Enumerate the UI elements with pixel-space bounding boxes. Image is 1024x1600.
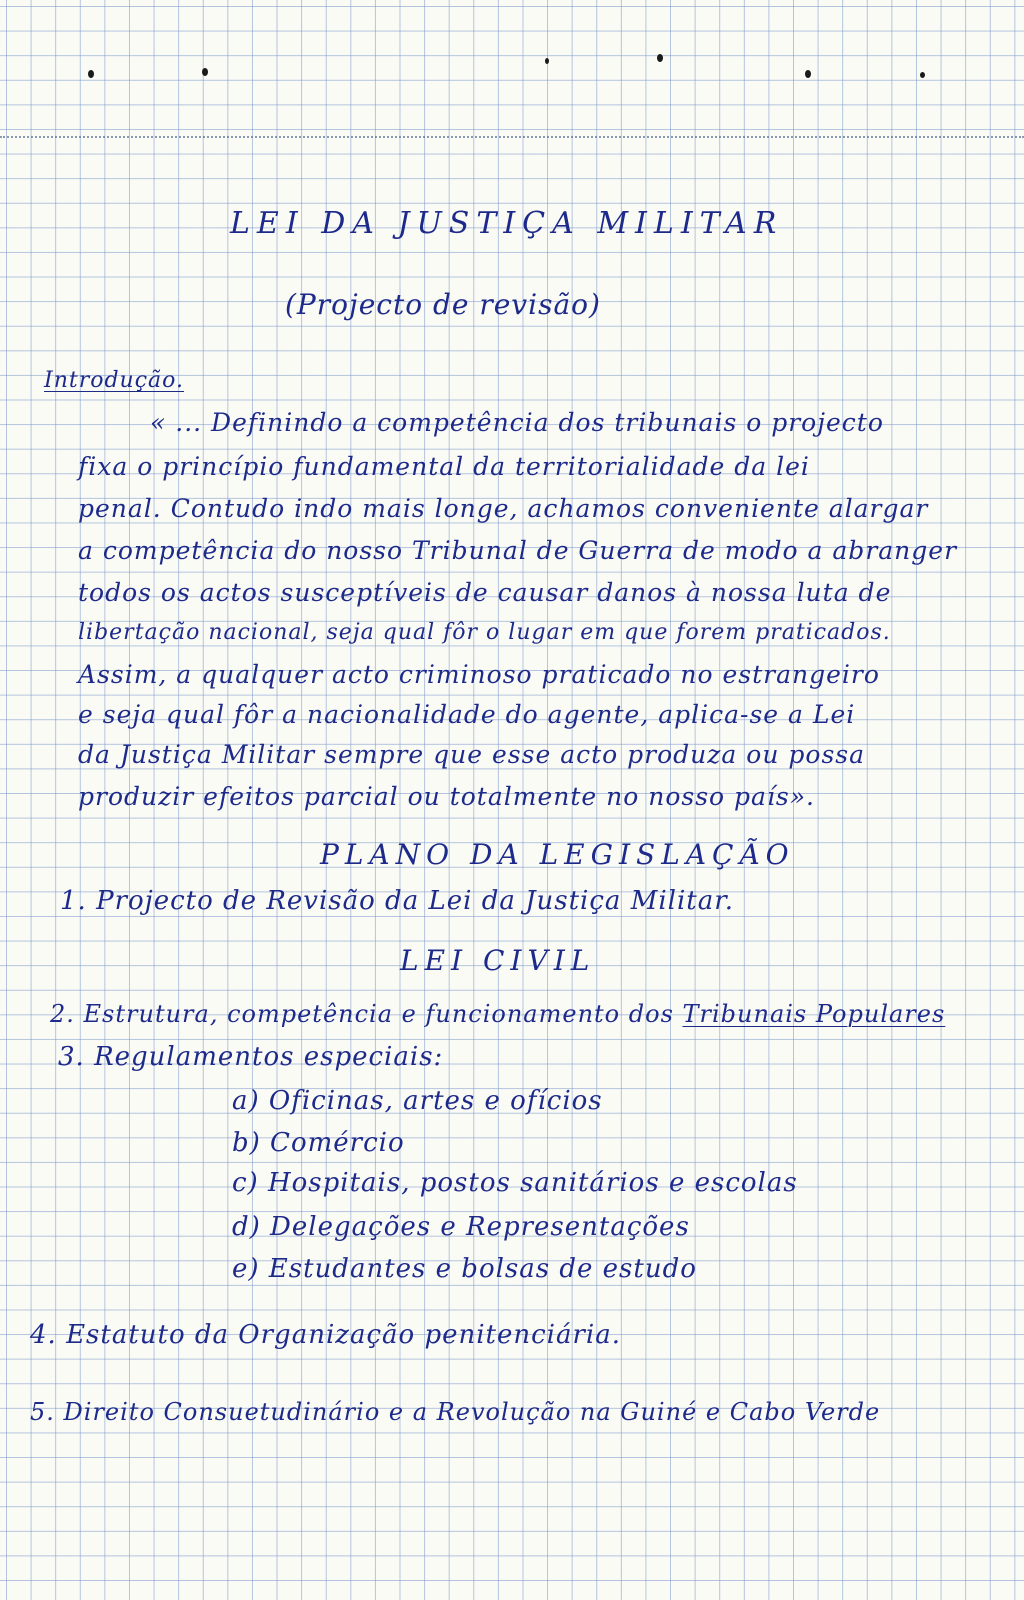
perforation-line [0, 136, 1024, 138]
plan-title: PLANO DA LEGISLAÇÃO [320, 838, 795, 871]
plan-subitem-b: b) Comércio [232, 1128, 405, 1158]
quote-line: Assim, a qualquer acto criminoso praticado no estrangeiro [78, 660, 880, 689]
plan-subitem-c: c) Hospitais, postos sanitários e escolas [232, 1168, 798, 1198]
plan-item-4: 4. Estatuto da Organização penitenciária. [30, 1320, 621, 1350]
quote-line: a competência do nosso Tribunal de Guerra de modo a abranger [78, 536, 958, 565]
plan-item-3: 3. Regulamentos especiais: [58, 1042, 444, 1072]
quote-line: libertação nacional, seja qual fôr o lugar em que forem praticados. [78, 620, 891, 645]
quote-line: « ... Definindo a competência dos tribunais o projecto [150, 408, 884, 437]
punch-hole [202, 68, 208, 76]
punch-hole [88, 70, 94, 78]
quote-line: todos os actos susceptíveis de causar danos à nossa luta de [78, 578, 892, 607]
plan-item-1: 1. Projecto de Revisão da Lei da Justiça Militar. [60, 886, 735, 916]
plan-item-2-text: 2. Estrutura, competência e funcionamento dos [50, 1000, 683, 1028]
plan-item-2 [50, 1000, 945, 1028]
plan-subitem-d: d) Delegações e Representações [232, 1212, 690, 1242]
quote-line: da Justiça Militar sempre que esse acto produza ou possa [78, 740, 866, 769]
plan-item-5: 5. Direito Consuetudinário e a Revolução na Guiné e Cabo Verde [30, 1398, 881, 1426]
quote-line: penal. Contudo indo mais longe, achamos conveniente alargar [78, 494, 929, 523]
punch-hole [657, 54, 663, 62]
plan-item-2-underlined: Tribunais Populares [682, 1000, 946, 1028]
quote-line: e seja qual fôr a nacionalidade do agente, aplica-se a Lei [78, 700, 856, 729]
punch-hole [545, 58, 549, 64]
document-subtitle: (Projecto de revisão) [285, 288, 601, 321]
punch-hole [805, 70, 811, 78]
civil-law-title: LEI CIVIL [400, 944, 596, 977]
document-title: LEI DA JUSTIÇA MILITAR [230, 206, 784, 241]
plan-subitem-a: a) Oficinas, artes e ofícios [232, 1086, 603, 1116]
punch-hole [920, 72, 925, 78]
quote-line: fixa o princípio fundamental da territorialidade da lei [78, 452, 810, 481]
intro-label: Introdução. [44, 368, 185, 393]
plan-subitem-e: e) Estudantes e bolsas de estudo [232, 1254, 697, 1284]
quote-line: produzir efeitos parcial ou totalmente no nosso país». [78, 782, 816, 811]
